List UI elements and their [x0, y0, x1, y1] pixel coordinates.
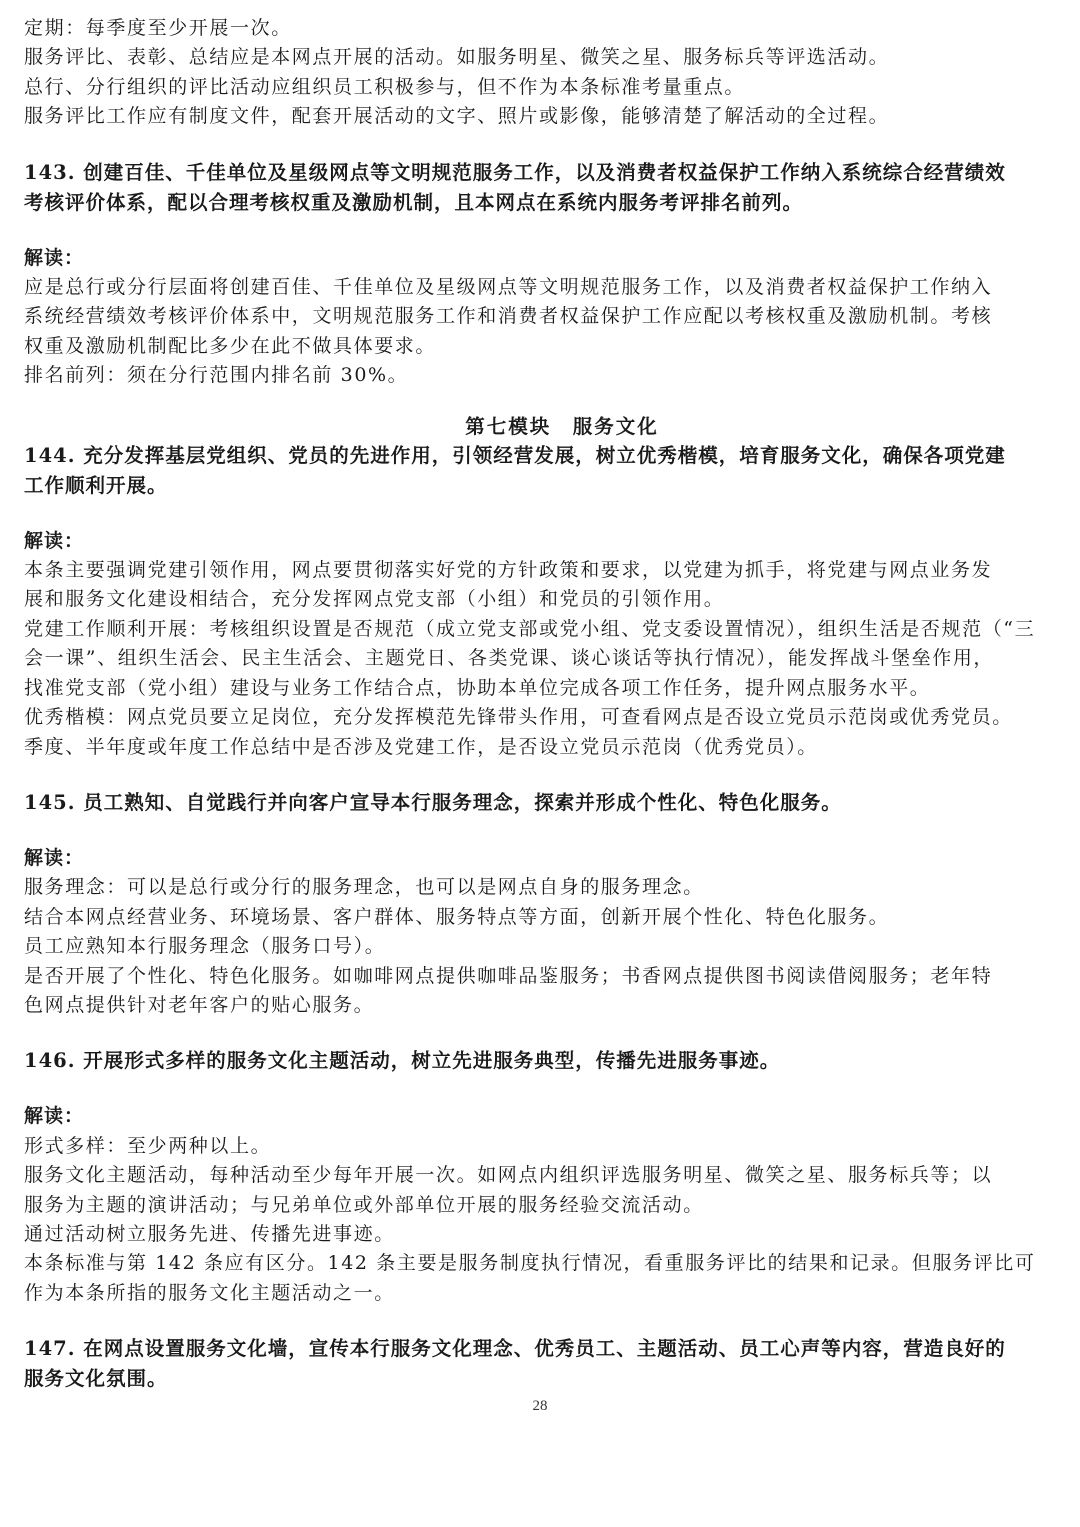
text-line: 党建工作顺利开展：考核组织设置是否规范（成立党支部或党小组、党支委设置情况），组织生活是否规范（“三: [24, 617, 1036, 640]
text-line: 排名前列：须在分行范围内排名前 30%。: [24, 364, 409, 387]
interpretation-label: 解读：: [24, 846, 85, 869]
text-line: 本条标准与第 142 条应有区分。142 条主要是服务制度执行情况，看重服务评比的结果和记录。但服务评比可: [24, 1252, 1036, 1275]
text-line: 服务为主题的演讲活动；与兄弟单位或外部单位开展的服务经验交流活动。: [24, 1193, 704, 1216]
item-heading: 146. 开展形式多样的服务文化主题活动，树立先进服务典型，传播先进服务事迹。: [24, 1049, 781, 1073]
text-line: 季度、半年度或年度工作总结中是否涉及党建工作，是否设立党员示范岗（优秀党员）。: [24, 735, 818, 758]
item-heading: 工作顺利开展。: [24, 473, 168, 497]
interpretation-label: 解读：: [24, 246, 85, 269]
item-heading: 服务文化氛围。: [24, 1367, 168, 1391]
item-145: [24, 788, 1060, 1020]
section-title: 第七模块 服务文化: [465, 414, 659, 438]
text-line: 服务理念：可以是总行或分行的服务理念，也可以是网点自身的服务理念。: [24, 876, 704, 899]
text-line: 总行、分行组织的评比活动应组织员工积极参与，但不作为本条标准考量重点。: [24, 75, 746, 98]
item-143: [24, 158, 1060, 391]
text-line: 优秀楷模：网点党员要立足岗位，充分发挥模范先锋带头作用，可查看网点是否设立党员示范岗或优秀党员。: [24, 706, 1013, 729]
text-line: 服务文化主题活动，每种活动至少每年开展一次。如网点内组织评选服务明星、微笑之星、服务标兵等；以: [24, 1164, 993, 1187]
item-147: [24, 1334, 1060, 1394]
interpretation-label: 解读：: [24, 529, 85, 552]
text-line: 定期：每季度至少开展一次。: [24, 17, 292, 39]
item-heading: 145. 员工熟知、自觉践行并向客户宣导本行服务理念，探索并形成个性化、特色化服务。: [24, 790, 842, 814]
text-line: 权重及激励机制配比多少在此不做具体要求。: [24, 334, 437, 357]
item-heading: 144. 充分发挥基层党组织、党员的先进作用，引领经营发展，树立优秀楷模，培育服务文化，确保各项党建: [24, 443, 1006, 467]
text-line: 员工应熟知本行服务理念（服务口号）。: [24, 935, 386, 958]
text-line: 服务评比、表彰、总结应是本网点开展的活动。如服务明星、微笑之星、服务标兵等评选活动。: [24, 46, 890, 69]
text-line: 系统经营绩效考核评价体系中，文明规范服务工作和消费者权益保护工作应配以考核权重及激励机制。考核: [24, 305, 993, 328]
text-line: 会一课”、组织生活会、民主生活会、主题党日、各类党课、谈心谈话等执行情况），能发挥战斗堡垒作用，: [24, 647, 995, 670]
item-146: [24, 1046, 1060, 1308]
item-heading: 147. 在网点设置服务文化墙，宣传本行服务文化理念、优秀员工、主题活动、员工心声等内容，营造良好的: [24, 1337, 1006, 1361]
text-line: 通过活动树立服务先进、传播先进事迹。: [24, 1222, 395, 1245]
item-144: [24, 441, 1060, 762]
text-line: 结合本网点经营业务、环境场景、客户群体、服务特点等方面，创新开展个性化、特色化服务。: [24, 905, 890, 928]
document-page: [24, 14, 1060, 1394]
text-line: 作为本条所指的服务文化主题活动之一。: [24, 1281, 395, 1304]
text-line: 形式多样：至少两种以上。: [24, 1134, 272, 1157]
intro-block: [24, 14, 1060, 132]
page-number: 28: [532, 1398, 548, 1414]
text-line: 应是总行或分行层面将创建百佳、千佳单位及星级网点等文明规范服务工作，以及消费者权益保护工作纳入: [24, 276, 993, 299]
text-line: 是否开展了个性化、特色化服务。如咖啡网点提供咖啡品鉴服务；书香网点提供图书阅读借阅服务；老年特: [24, 964, 993, 987]
text-line: 服务评比工作应有制度文件，配套开展活动的文字、照片或影像，能够清楚了解活动的全过程。: [24, 105, 890, 128]
interpretation-label: 解读：: [24, 1105, 85, 1128]
text-line: 展和服务文化建设相结合，充分发挥网点党支部（小组）和党员的引领作用。: [24, 588, 725, 611]
text-line: 本条主要强调党建引领作用，网点要贯彻落实好党的方针政策和要求，以党建为抓手，将党建与网点业务发: [24, 559, 993, 582]
text-line: 色网点提供针对老年客户的贴心服务。: [24, 993, 375, 1016]
item-heading: 考核评价体系，配以合理考核权重及激励机制，且本网点在系统内服务考评排名前列。: [24, 190, 804, 214]
text-line: 找准党支部（党小组）建设与业务工作结合点，协助本单位完成各项工作任务，提升网点服务水平。: [24, 676, 931, 699]
item-heading: 143. 创建百佳、千佳单位及星级网点等文明规范服务工作，以及消费者权益保护工作纳入系统综合经营绩效: [24, 160, 1006, 184]
